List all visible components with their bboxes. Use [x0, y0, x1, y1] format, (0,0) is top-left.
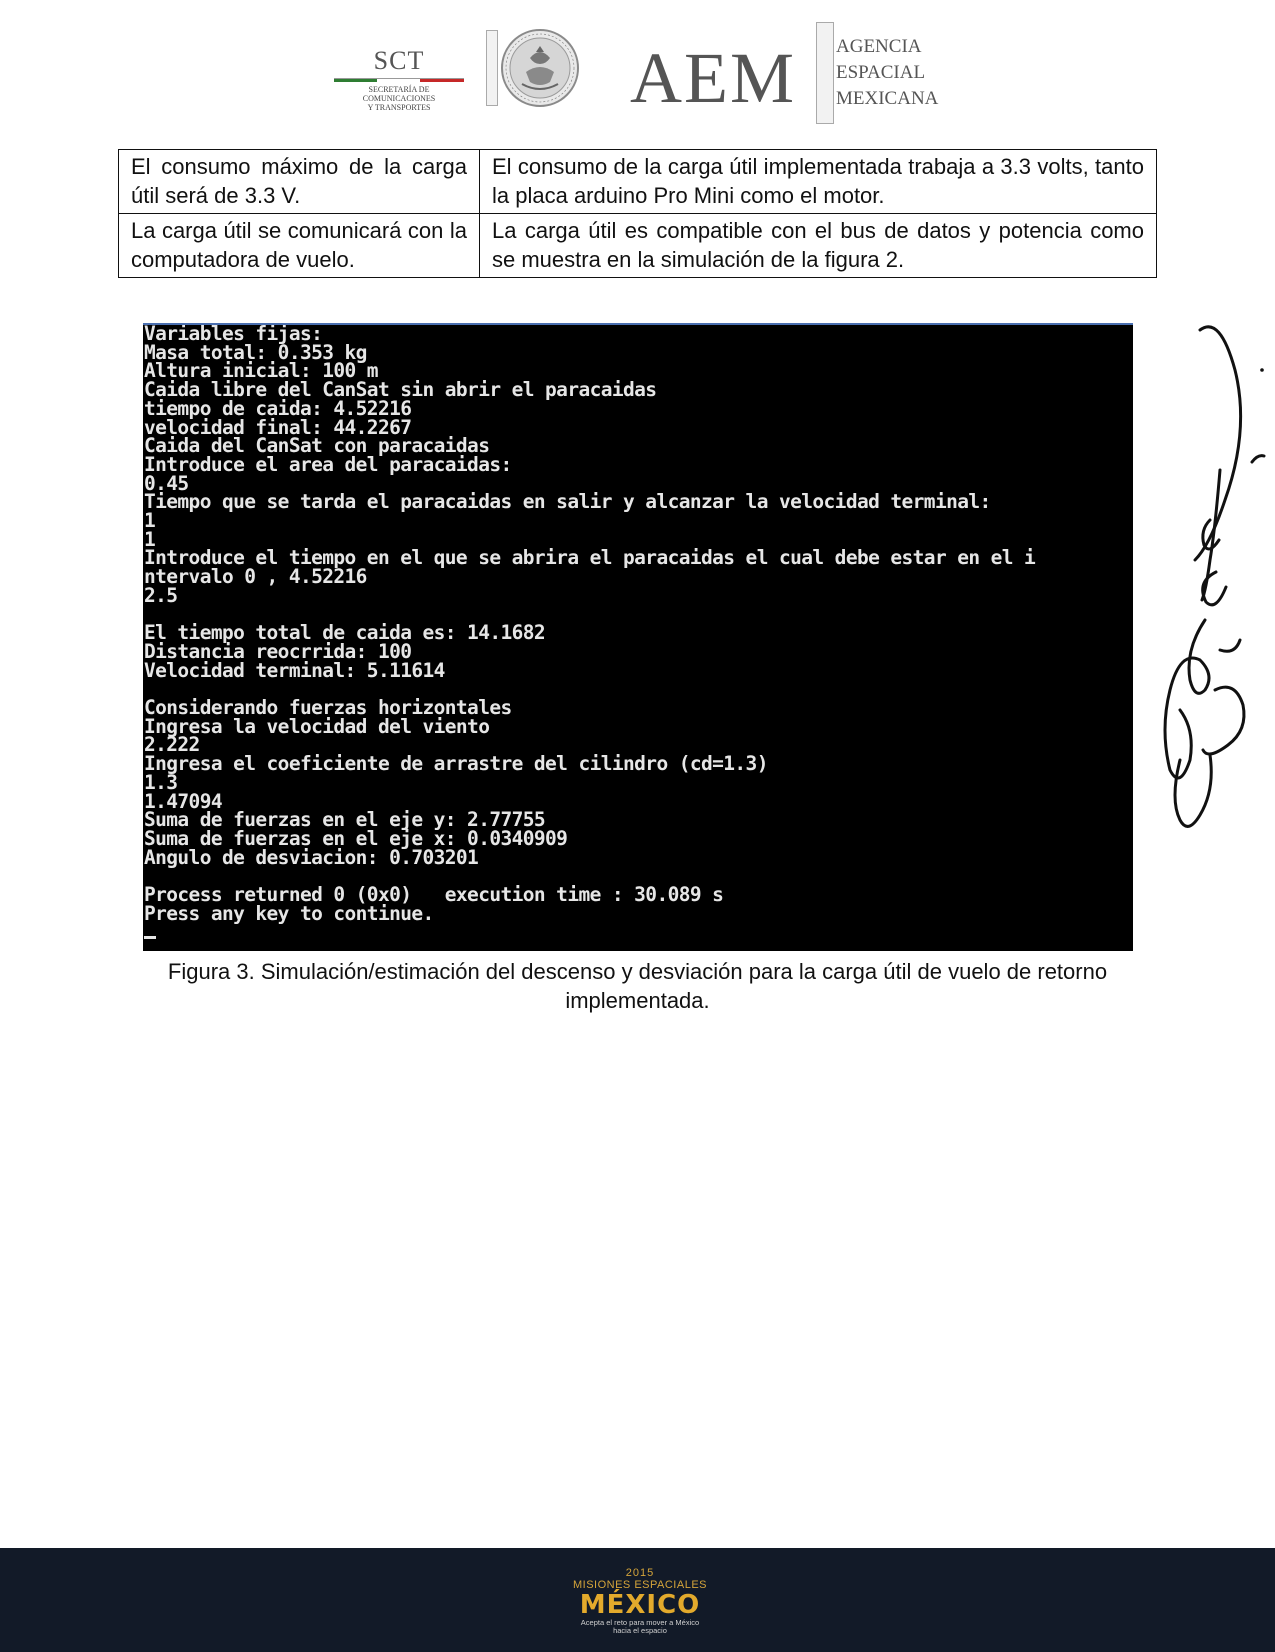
console-line: Ingresa el coeficiente de arrastre del cilindro (cd=1.3) [144, 752, 768, 776]
console-line: Considerando fuerzas horizontales [144, 696, 512, 720]
table-row [119, 150, 1157, 214]
table-row [119, 214, 1157, 278]
sct-subtitle-3: Y TRANSPORTES [367, 103, 431, 112]
console-output [143, 325, 1133, 942]
console-line: Distancia reocrrida: 100 [144, 639, 412, 663]
console-screenshot [143, 323, 1133, 951]
aem-divider [816, 22, 834, 124]
console-line: Tiempo que se tarda el paracaidas en salir y alcanzar la velocidad terminal: [144, 490, 991, 514]
compliance-cell: El consumo de la carga útil implementada trabaja a 3.3 volts, tanto la placa arduino Pro Mini como el motor. [480, 150, 1157, 214]
requirements-table [118, 149, 1157, 278]
footer-year: 2015 [625, 1567, 655, 1579]
console-line: Introduce el area del paracaidas: [144, 452, 512, 476]
console-line: 1.47094 [144, 789, 222, 813]
console-line: Variables fijas: [144, 323, 323, 345]
footer-program: MISIONES ESPACIALES [572, 1579, 707, 1591]
console-line: Suma de fuerzas en el eje y: 2.77755 [144, 808, 546, 832]
mexican-coat-of-arms-seal-icon [500, 28, 580, 108]
console-line: tiempo de caida: 4.52216 [144, 396, 412, 420]
console-line: Masa total: 0.353 kg [144, 340, 367, 364]
console-line: Velocidad terminal: 5.11614 [144, 658, 445, 682]
requirement-cell: El consumo máximo de la carga útil será de 3.3 V. [119, 150, 480, 214]
console-line: 0.45 [144, 471, 189, 495]
aem-name-line-1: AGENCIA [836, 36, 922, 57]
handwritten-signature-icon [1160, 320, 1275, 870]
console-line: Angulo de desviacion: 0.703201 [144, 845, 479, 869]
sct-acronym: SCT [373, 46, 425, 75]
console-line: velocidad final: 44.2267 [144, 415, 412, 439]
console-line: ntervalo 0 , 4.52216 [144, 565, 367, 589]
page-footer [0, 1548, 1275, 1652]
requirement-cell: La carga útil se comunicará con la computadora de vuelo. [119, 214, 480, 278]
sct-logo [334, 46, 464, 112]
footer-country: MÉXICO [579, 1590, 701, 1620]
signature-dot [1260, 368, 1264, 372]
console-line: Caida libre del CanSat sin abrir el paracaidas [144, 378, 657, 402]
console-line: 1 [144, 509, 156, 533]
console-line: 2.5 [144, 583, 178, 607]
console-line: Caida del CanSat con paracaidas [144, 434, 490, 458]
sct-subtitle-2: COMUNICACIONES [362, 94, 436, 103]
footer-tagline-1: Acepta el reto para mover a México [580, 1618, 700, 1627]
console-line: 1 [144, 527, 156, 551]
console-line: Introduce el tiempo en el que se abrira el paracaidas el cual debe estar en el i [144, 546, 1036, 570]
console-line: Ingresa la velocidad del viento [144, 714, 490, 738]
console-line: Press any key to continue. [144, 901, 434, 925]
misiones-espaciales-logo [555, 1567, 725, 1635]
sct-subtitle-1: SECRETARÍA DE [368, 85, 430, 94]
console-line: Suma de fuerzas en el eje x: 0.0340909 [144, 826, 568, 850]
console-cursor [144, 936, 156, 939]
console-line: Altura inicial: 100 m [144, 359, 378, 383]
aem-acronym: AEM [630, 38, 796, 118]
compliance-cell: La carga útil es compatible con el bus de datos y potencia como se muestra en la simulación de la figura 2. [480, 214, 1157, 278]
aem-name-line-3: MEXICANA [836, 88, 939, 109]
console-line: 1.3 [144, 770, 178, 794]
sct-tricolor-line [334, 78, 464, 82]
figure-caption: Figura 3. Simulación/estimación del descenso y desviación para la carga útil de vuelo de retorno implementada. [167, 959, 1108, 1013]
console-line: El tiempo total de caida es: 14.1682 [144, 621, 546, 645]
logo-divider [486, 30, 498, 106]
console-line: Process returned 0 (0x0) execution time : 30.089 s [144, 883, 724, 907]
page-header [0, 18, 1275, 130]
console-line: 2.222 [144, 733, 200, 757]
aem-name [836, 34, 938, 112]
aem-name-line-2: ESPACIAL [836, 62, 926, 83]
footer-tagline-2: hacia el espacio [613, 1626, 667, 1635]
